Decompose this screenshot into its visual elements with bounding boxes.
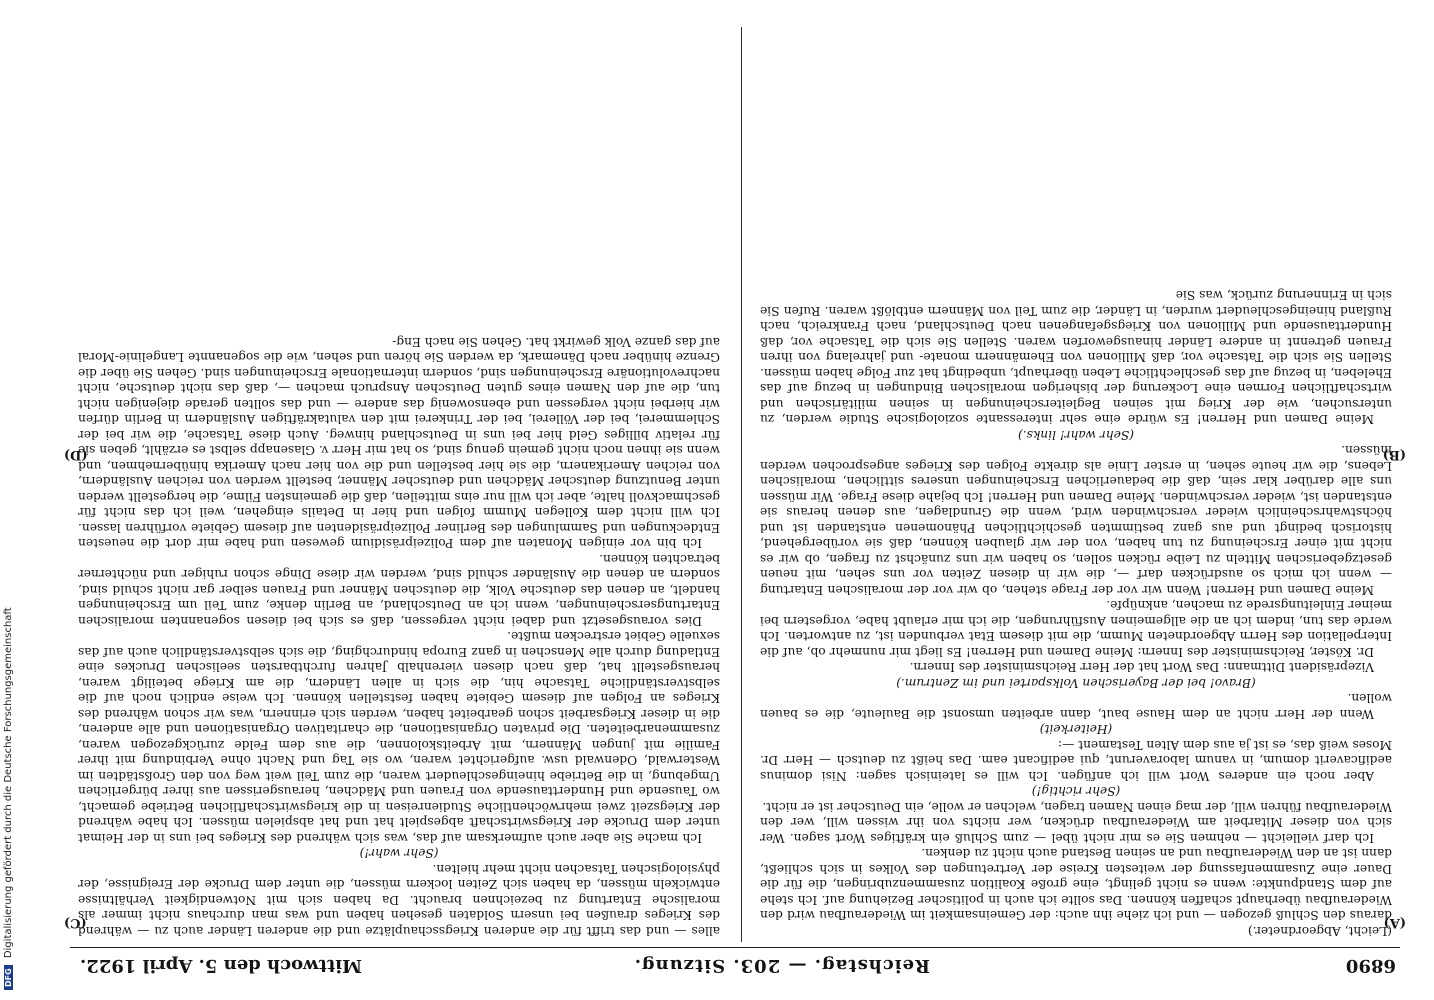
credit-text: Digitalisierung gefördert durch die Deutsche Forschungsgemeinschaft xyxy=(3,607,14,959)
session-date: Mittwoch den 5. April 1922. xyxy=(80,955,362,976)
page-title: Reichstag. — 203. Sitzung. xyxy=(633,955,930,976)
speaker-note: (Leicht, Abgeordneter.) xyxy=(1247,924,1392,938)
margin-mark-a: (A) xyxy=(1383,915,1406,930)
interjection: (Sehr richtig!) xyxy=(1031,784,1121,799)
paragraph: Meine Damen und Herren! Wenn wir vor der Frage stehen, ob wir vor der moralischen Entartung — wenn ich mich so ausdrücken darf —, die wir in diesen Zeiten vor uns sehen, mit neuen gesetzgeberischen Mitteln zu Leibe rücken sollen, so haben wir uns zunächst zu fragen, ob wir es nicht mit einer Erscheinung zu tun haben, von der wir glauben können, daß sie vorübergehend, historisch bedingt und aus ganz bestimmten geschichtlichen Phänomenen entstanden ist und höchstwahrscheinlich wieder verschwinden wird, wenn die Grundlagen, aus denen heraus sie entstanden ist, wieder verschwinden. Meine Damen und Herren! Ich bejahe diese Frage. Wir müssen uns alle darüber klar sein, daß die bedauerlichen Erscheinungen unseres sittlichen, moralischen Lebens, die wir heute sehen, in erster Linie als direkte Folgen des Krieges angesprochen werden müssen. xyxy=(760,443,1392,597)
paragraph: alles — und das trifft für die anderen Kriegsschauplätze und die anderen Länder auch zu — während des Krieges draußen bei unsern Soldaten gesehen haben und was man durchaus nicht immer als moralische Entartung zu bezeichnen braucht. Da haben sich mit Notwendigkeit Verhältnisse entwickeln müssen, da haben sich Zeiten lockern müssen, die unter dem Drucke der Ereignisse, der physiologischen Tatsachen nicht mehr hielten. xyxy=(78,862,720,938)
header-rule xyxy=(70,947,1400,948)
margin-mark-c: (C) xyxy=(64,915,87,930)
dfg-logo: DFG xyxy=(4,965,13,990)
interjection: (Heiterkeit) xyxy=(1039,722,1113,737)
paragraph: Ich bin vor einigen Monaten auf dem Polizeipräsidium gewesen und habe mir dort die neuesten Entdeckungen und Sammlungen des Berliner Polizeipräsidenten auf diesem Gebiete vorführen lassen. Ich will nicht dem Kollegen Mumm folgen und hier in Details eingehen, weil ich das nicht für geschmackvoll halte, aber ich will nur eins mitteilen, daß die gemeinsten Filme, die hergestellt werden unter Benutzung deutscher Mädchen und deutscher Männer, bestellt werden von reichen Ausländern, von reichen Amerikanern, die sie hier bestellen und die von hier nach Amerika hinübernehmen, und wenn sie ihnen noch nicht gemein genug sind, so hat mir Herr v. Glasenapp selbst es erzählt, geben sie für relativ billiges Geld hier bei uns in Deutschland hinweg. Auch diese Tatsache, die wir bei der Schlemmerei, bei der Völlerei, bei der Trinkerei mit den valutakräftigen Ausländern in Berlin dürfen wir hierbei nicht vergessen und ebensowenig das andere — und das sollten gerade diejenigen nicht tun, die auf den Namen eines guten Deutschen Anspruch machen —, daß das nicht deutsche, nicht nachrevolutionäre Erscheinungen sind, sondern internationale Erscheinungen sind. Gehen Sie über die Grenze hinüber nach Dänemark, da werden Sie hören und sehen, wie die sogenannte Langelinie-Moral auf das ganze Volk gewirkt hat. Gehen Sie nach Eng- xyxy=(78,335,720,551)
scanned-page xyxy=(64,22,1406,982)
page-header xyxy=(70,948,1400,982)
page-number: 6890 xyxy=(1345,955,1396,976)
paragraph: daraus den Schluß gezogen — und ich ziehe ihn auch: der Gemeinsamkeit im Wiederaufbau wird den Wiederaufbau überhaupt schaffen können. Das sollte ich auch in politischer Beziehung auf. Ich stehe auf dem Standpunkte: wenn es nicht gelingt, eine große Koalition zusammenzubringen, die für die Dauer eine Zusammenfassung der weitesten Kreise der Vertretungen des Volkes in sich schließt, dann ist an den Wiederaufbau und an seinen Bestand auch nicht zu denken. xyxy=(760,846,1392,923)
paragraph: Wenn der Herr nicht an dem Hause baut, dann arbeiten umsonst die Bauleute, die es bauen wollen. xyxy=(760,691,1392,721)
right-column xyxy=(78,28,720,938)
paragraph: Meine Damen und Herren! Es würde eine sehr interessante soziologische Studie werden, zu untersuchen, wie der Krieg mit seinen Begleiterscheinungen in seinen militärischen und wirtschaftlichen Formen eine Lockerung der bisherigen moralischen Bindungen in bezug auf das Eheleben, in bezug auf das geschlechtliche Leben überhaupt, unbedingt hat zur Folge haben müssen. Stellen Sie sich die Tatsache vor, daß Millionen von Ehemännern monate- und jahrelang von ihren Frauen getrennt in andere Länder hinausgeworfen waren. Stellen Sie sich die Tatsache vor, daß Hunderttausende und Millionen von Kriegsgefangenen nach Deutschland, nach Frankreich, nach Rußland hineingeschleudert wurden, in Länder, die zum Teil von Männern entblößt waren. Rufen Sie sich in Erinnerung zurück, was Sie xyxy=(760,288,1392,427)
paragraph: Ich mache Sie aber auch aufmerksam auf das, was sich während des Krieges bei uns in der Heimat unter dem Drucke der Kriegswirtschaft abgespielt hat und hat abspielen müssen. Ich habe während der Kriegszeit zwei mehrwöchentliche Studienreisen in die kriegswirtschaftlichen Betriebe gemacht, wo Tausende und Hunderttausende von Frauen und Mädchen, herausgerissen aus ihrer bürgerlichen Umgebung, in die Betriebe hineingeschleudert waren, die zum Teil weit weg von den Großstädten im Westerwald, Odenwald usw. aufgerichtet waren, wo sie Tag und Nacht ohne Verbindung mit ihrer Familie mit jungen Männern, mit Arbeitskolonnen, die aus dem Felde zurückgezogen waren, zusammenarbeiteten. Die privaten Organisationen, die charitativen Organisationen und alle anderen, die in dieser Kriegsarbeit schon gearbeitet haben, werden sich erinnern, was wir schon während des Krieges an Folgen auf diesem Gebiete haben feststellen können. Ich weise endlich noch auf die selbstverständliche Tatsache hin, die sich in allen Ländern, die am Kriege beteiligt waren, herausgestellt hat, daß nach diesen vierenhalb Jahren furchtbarsten seelischen Druckes eine Entladung durch alle Menschen in ganz Europa hindurchging, die sich selbstverständlich auch auf das sexuelle Gebiet erstrecken mußte. xyxy=(78,629,720,845)
paragraph: Ich darf vielleicht — nehmen Sie es mir nicht übel — zum Schluß ein kräftiges Wort sagen. Wer sich von dieser Mitarbeit am Wiederaufbau drücken, wer nichts von ihr wissen will, wer den Wiederaufbau führen will, der mag einen Namen tragen, welchen er wolle, ein Deutscher ist er nicht. xyxy=(760,800,1392,845)
interjection: (Sehr wahr!) xyxy=(359,846,439,861)
page-content-rotated xyxy=(64,22,1406,982)
interjection: (Sehr wahr! links.) xyxy=(1018,428,1134,442)
paragraph: Dr. Köster, Reichsminister des Innern: Meine Damen und Herren! Es liegt mir nunmehr ob, auf die Interpellation des Herrn Abgeordneten Mumm, die mit diesem Etat verbunden ist, zu antworten. Ich werde das tun, indem ich an die allgemeinen Ausführungen, die ich mir erlaubt habe, vorgestern bei meiner Einleitungsrede zu machen, anknüpfe. xyxy=(760,598,1392,659)
interjection: (Bravo! bei der Bayerischen Volkspartei und im Zentrum.) xyxy=(896,676,1256,690)
funding-credit xyxy=(0,0,22,1000)
paragraph: Aber noch ein anderes Wort will ich anfügen. Ich will es lateinisch sagen: Nisi dominus aedificaverit domum, in vanum laboraverunt, qui aedificant eam. Das heißt zu deutsch — Herr Dr. Moses weiß das, es ist ja aus dem Alten Testament —: xyxy=(760,738,1392,783)
paragraph: Dies vorausgesetzt und dabei nicht vergessen, daß es sich bei diesen sogenannten moralischen Entartungserscheinungen, wenn ich an Deutschland, an Berlin denke, zum Teil um Erscheinungen handelt, an denen das deutsche Volk, die deutschen Männer und Frauen selber gar nicht schuld sind, sondern an denen die Ausländer schuld sind, werden wir diese Dinge schon ruhiger und nüchterner betrachten können. xyxy=(78,552,720,628)
paragraph: Vizepräsident Dittmann: Das Wort hat der Herr Reichsminister des Innern. xyxy=(909,660,1374,675)
left-column xyxy=(760,28,1392,938)
margin-mark-d: (D) xyxy=(64,447,88,462)
column-divider xyxy=(741,27,742,942)
margin-mark-b: (B) xyxy=(1382,447,1406,462)
